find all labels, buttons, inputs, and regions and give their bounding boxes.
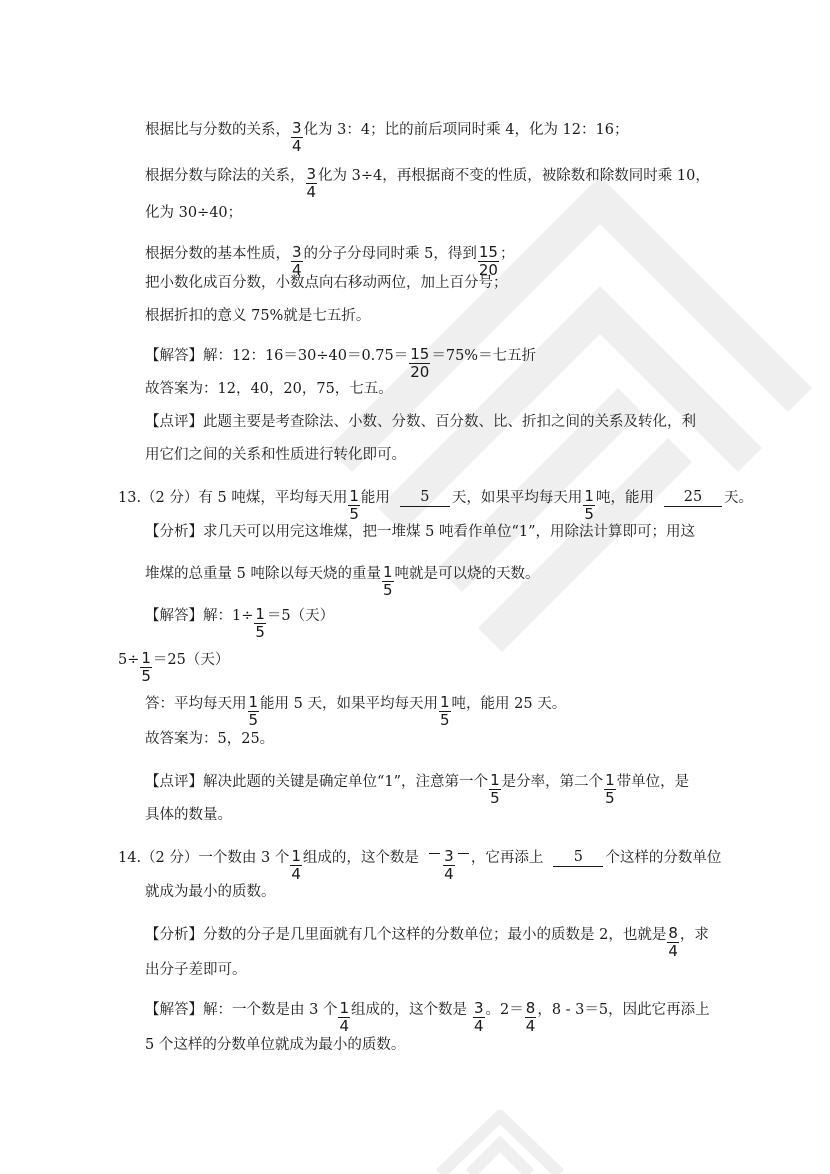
text: 【解答】解：12：16＝30÷40＝0.75＝ — [145, 347, 409, 364]
text: 【分析】求几天可以用完这堆煤，把一堆煤 5 吨看作单位“1”，用除法计算即可；用这 — [145, 524, 695, 540]
text: 用它们之间的关系和性质进行转化即可。 — [145, 447, 406, 463]
fraction: $\frac{1}{5}$ — [605, 771, 615, 807]
q12-comment-line-1 — [145, 412, 696, 432]
text: 有 5 吨煤，平均每天用 — [198, 489, 348, 506]
text: 根据比与分数的关系， — [145, 121, 290, 138]
q13-stem — [118, 480, 753, 523]
text: 【解答】解：1÷ — [145, 607, 254, 624]
text: 就成为最小的质数。 — [145, 884, 276, 900]
text: 出分子差即可。 — [145, 962, 247, 978]
q13-analysis-line-2 — [145, 556, 540, 599]
text: 把小数化成百分数，小数点向右移动两位，加上百分号； — [145, 275, 508, 291]
fraction: $\frac{15}{20}$ — [478, 243, 498, 279]
q14-stem-line-2 — [145, 882, 276, 902]
answer-blank-2: 25 — [664, 488, 722, 507]
text: 能用 5 天，如果平均每天用 — [260, 695, 438, 712]
text: 根据分数与除法的关系， — [145, 167, 305, 184]
text: 天，如果平均每天用 — [451, 489, 583, 506]
fraction: $\frac{3}{4}$ — [474, 999, 484, 1035]
fraction: $\frac{1}{5}$ — [490, 771, 500, 807]
question-number: 13. — [118, 489, 142, 506]
text: ＝25（天） — [152, 651, 230, 668]
text: 组成的，这个数是 — [302, 849, 419, 866]
text: 【解答】解：一个数是由 3 个 — [145, 1001, 338, 1018]
text: 故答案为：12，40，20，75，七五。 — [145, 381, 393, 397]
fraction: $\frac{8}{4}$ — [525, 999, 536, 1035]
text: 【点评】解决此题的关键是确定单位“1”，注意第一个 — [145, 773, 489, 790]
fraction: $\frac{15}{20}$ — [410, 345, 430, 381]
q13-answer — [145, 729, 274, 749]
text: 堆煤的总重量 5 吨除以每天烧的重量 — [145, 565, 381, 582]
q13-solution-line-2 — [118, 642, 230, 685]
fraction: $\frac{3}{4}$ — [440, 848, 458, 883]
text: 个这样的分数单位 — [605, 849, 722, 866]
answer-blank-2: 5 — [553, 848, 603, 867]
answer-blank-1 — [429, 840, 469, 883]
q12-explanation-line-6 — [145, 306, 370, 326]
text: 化为 3：4；比的前后项同时乘 4，化为 12：16； — [303, 121, 629, 138]
fraction: $\frac{3}{4}$ — [306, 165, 317, 201]
fraction: $\frac{1}{5}$ — [141, 649, 151, 685]
fraction: $\frac{1}{4}$ — [291, 847, 301, 883]
q14-analysis-line-2 — [145, 960, 247, 980]
text: ，它再添上 — [470, 849, 544, 866]
text: ； — [499, 245, 515, 262]
text: 吨，能用 25 天。 — [451, 695, 567, 712]
q13-comment-line-2 — [145, 805, 232, 825]
text: 化为 30÷40； — [145, 205, 243, 221]
fraction: $\frac{1}{5}$ — [584, 487, 594, 523]
text: 根据折扣的意义 75%就是七五折。 — [145, 308, 371, 324]
fraction: $\frac{1}{5}$ — [440, 693, 450, 729]
text: 是分率，第二个 — [501, 773, 604, 790]
text: 根据分数的基本性质， — [145, 245, 290, 262]
text: ＝5（天） — [266, 607, 335, 624]
text: 。2＝ — [485, 1001, 524, 1018]
q12-answer — [145, 379, 393, 399]
text: 吨，能用 — [595, 489, 654, 506]
text: 故答案为：5，25。 — [145, 731, 275, 747]
question-score: （2 分） — [141, 849, 199, 866]
text: 的分子分母同时乘 5，得到 — [303, 245, 477, 262]
fraction: $\frac{1}{5}$ — [248, 693, 259, 729]
q13-comment-line-1 — [145, 764, 690, 807]
q12-explanation-line-4 — [145, 236, 515, 279]
q12-solution — [145, 338, 537, 381]
text: 5÷ — [118, 651, 140, 668]
watermark-logo-bottom — [430, 1110, 570, 1174]
text: 【分析】分数的分子是几里面就有几个这样的分数单位；最小的质数是 2，也就是 — [145, 926, 667, 943]
text: 5 个这样的分数单位就成为最小的质数。 — [145, 1037, 406, 1053]
q12-explanation-line-2 — [145, 158, 710, 201]
q12-explanation-line-3 — [145, 203, 242, 223]
fraction: $\frac{1}{5}$ — [255, 605, 265, 641]
text: 【点评】此题主要是考查除法、小数、分数、百分数、比、折扣之间的关系及转化，利 — [145, 414, 696, 430]
fraction: $\frac{1}{4}$ — [339, 999, 349, 1035]
text: ，8 - 3＝5，因此它再添上 — [537, 1001, 710, 1018]
fraction: $\frac{1}{5}$ — [382, 563, 393, 599]
q13-reply — [145, 686, 567, 729]
text: 天。 — [723, 489, 753, 506]
fraction: $\frac{3}{4}$ — [292, 243, 302, 279]
q12-comment-line-2 — [145, 445, 406, 465]
question-score: （2 分） — [141, 489, 199, 506]
text: 具体的数量。 — [145, 807, 232, 823]
q12-explanation-line-5 — [145, 273, 508, 293]
question-number: 14. — [118, 849, 142, 866]
q14-solution-line-2 — [145, 1035, 405, 1055]
text: ，求 — [679, 926, 709, 943]
q14-stem — [118, 840, 722, 883]
q13-solution-line-1 — [145, 598, 335, 641]
fraction: $\frac{3}{4}$ — [292, 119, 302, 155]
q14-solution-line-1 — [145, 992, 710, 1035]
text: ＝75%＝七五折 — [431, 347, 537, 364]
text: 能用 — [360, 489, 390, 506]
fraction: $\frac{8}{4}$ — [668, 924, 678, 960]
q12-explanation-line-1 — [145, 112, 629, 155]
q14-analysis-line-1 — [145, 917, 709, 960]
text: 吨就是可以烧的天数。 — [394, 565, 540, 582]
text: 一个数由 3 个 — [198, 849, 290, 866]
text: 答：平均每天用 — [145, 695, 247, 712]
answer-blank-1: 5 — [400, 488, 450, 507]
text: 化为 3÷4，再根据商不变的性质，被除数和除数同时乘 10， — [318, 167, 710, 184]
fraction: $\frac{1}{5}$ — [349, 487, 359, 523]
text: 带单位，是 — [616, 773, 690, 790]
q13-analysis-line-1 — [145, 522, 695, 542]
text: 组成的，这个数是 — [351, 1001, 467, 1018]
